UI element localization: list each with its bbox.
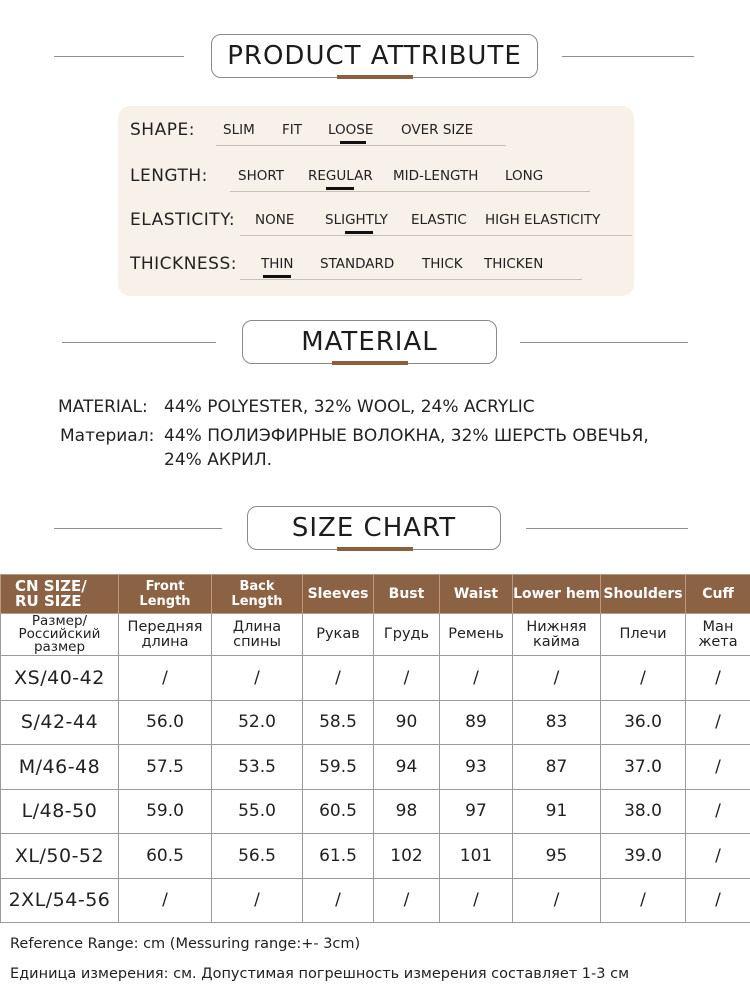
attr-option-selected bbox=[325, 212, 388, 228]
attr-option: OVER SIZE bbox=[401, 122, 474, 138]
attr-label: THICKNESS: bbox=[130, 254, 237, 274]
size-rows bbox=[1, 656, 750, 923]
table-row bbox=[1, 745, 750, 790]
measurement-cell: 94 bbox=[374, 745, 440, 790]
attr-option: THICKEN bbox=[484, 256, 544, 272]
attr-option-selected bbox=[328, 122, 373, 138]
measurement-cell: / bbox=[686, 878, 750, 923]
header-cell: Lower hem bbox=[513, 575, 601, 614]
attr-option: SHORT bbox=[238, 168, 284, 184]
attr-option: THICK bbox=[422, 256, 463, 272]
header-ru-text: Ман жета bbox=[698, 618, 738, 650]
measurement-cell: 57.5 bbox=[119, 745, 212, 790]
table-row bbox=[1, 789, 750, 834]
header-ru-cell bbox=[374, 614, 440, 656]
measurement-cell: / bbox=[374, 878, 440, 923]
attr-option-text: SLIGHTLY bbox=[325, 212, 388, 228]
divider-left bbox=[54, 528, 222, 529]
header-cell: Shoulders bbox=[601, 575, 686, 614]
header-ru-cell bbox=[212, 614, 303, 656]
measurement-cell: 102 bbox=[374, 834, 440, 879]
measurement-cell: 60.5 bbox=[303, 789, 374, 834]
measurement-cell: 59.5 bbox=[303, 745, 374, 790]
measurement-cell: / bbox=[686, 834, 750, 879]
attr-baseline bbox=[240, 279, 582, 280]
measurement-cell: 55.0 bbox=[212, 789, 303, 834]
measurement-cell: / bbox=[686, 656, 750, 701]
attr-option-selected bbox=[308, 168, 373, 184]
title-accent-bar bbox=[332, 361, 408, 365]
measurement-cell: 98 bbox=[374, 789, 440, 834]
attr-option: HIGH ELASTICITY bbox=[485, 212, 601, 228]
header-ru-text: Размер/ Российский размер bbox=[18, 613, 101, 655]
header-text: CN SIZE/ RU SIZE bbox=[15, 577, 87, 610]
attr-option: FIT bbox=[282, 122, 302, 138]
product-attribute-title: PRODUCT ATTRIBUTE bbox=[211, 34, 538, 78]
header-row-ru bbox=[1, 614, 750, 656]
measurement-cell: 56.0 bbox=[119, 700, 212, 745]
measurement-cell: / bbox=[440, 878, 513, 923]
measurement-cell: 95 bbox=[513, 834, 601, 879]
material-value-ru-line2: 24% АКРИЛ. bbox=[164, 450, 273, 470]
attribute-card bbox=[118, 106, 634, 296]
size-chart-heading bbox=[0, 506, 750, 552]
attr-option: SLIM bbox=[223, 122, 255, 138]
product-attribute-heading bbox=[0, 34, 750, 80]
measurement-cell: 93 bbox=[440, 745, 513, 790]
material-label-en: MATERIAL: bbox=[58, 397, 148, 417]
size-cell: 2XL/54-56 bbox=[1, 878, 119, 923]
size-chart-table bbox=[0, 574, 750, 923]
measurement-cell: / bbox=[212, 656, 303, 701]
measurement-cell: 89 bbox=[440, 700, 513, 745]
title-accent-bar bbox=[337, 547, 413, 551]
measurement-cell: / bbox=[303, 656, 374, 701]
divider-left bbox=[54, 56, 184, 57]
divider-right bbox=[562, 56, 694, 57]
attr-label: ELASTICITY: bbox=[130, 210, 236, 230]
attr-baseline bbox=[216, 145, 506, 146]
attr-option: STANDARD bbox=[320, 256, 395, 272]
header-ru-text: Ремень bbox=[448, 626, 504, 642]
measurement-cell: 37.0 bbox=[601, 745, 686, 790]
size-cell: XS/40-42 bbox=[1, 656, 119, 701]
header-ru-text: Плечи bbox=[619, 626, 667, 642]
header-cell: Front Length bbox=[119, 575, 212, 614]
attr-option: NONE bbox=[255, 212, 295, 228]
header-cell bbox=[1, 575, 119, 614]
measurement-cell: / bbox=[212, 878, 303, 923]
header-cell: Sleeves bbox=[303, 575, 374, 614]
header-ru-text: Длина спины bbox=[232, 618, 282, 650]
measurement-cell: 91 bbox=[513, 789, 601, 834]
reference-range-note: Reference Range: cm (Messuring range:+- 3cm) bbox=[10, 936, 361, 952]
attr-baseline bbox=[230, 191, 590, 192]
measurement-cell: 56.5 bbox=[212, 834, 303, 879]
attr-baseline bbox=[240, 235, 632, 236]
header-ru-text: Рукав bbox=[316, 626, 360, 642]
attr-option-text: THIN bbox=[261, 256, 294, 272]
header-cell: Bust bbox=[374, 575, 440, 614]
measurement-cell: 87 bbox=[513, 745, 601, 790]
measurement-cell: 90 bbox=[374, 700, 440, 745]
attr-label: LENGTH: bbox=[130, 166, 208, 186]
size-chart-title: SIZE CHART bbox=[247, 506, 501, 550]
table-row bbox=[1, 834, 750, 879]
measurement-cell: 101 bbox=[440, 834, 513, 879]
header-cell: Waist bbox=[440, 575, 513, 614]
measurement-cell: / bbox=[601, 878, 686, 923]
material-value-en: 44% POLYESTER, 32% WOOL, 24% ACRYLIC bbox=[164, 397, 535, 417]
header-ru-text: Передняя длина bbox=[127, 618, 203, 650]
divider-left bbox=[62, 342, 216, 343]
size-cell: S/42-44 bbox=[1, 700, 119, 745]
measurement-cell: / bbox=[303, 878, 374, 923]
divider-right bbox=[526, 528, 688, 529]
measurement-cell: 60.5 bbox=[119, 834, 212, 879]
measurement-cell: 83 bbox=[513, 700, 601, 745]
attr-option-text: LOOSE bbox=[328, 122, 374, 138]
material-title: MATERIAL bbox=[242, 320, 497, 364]
measurement-cell: / bbox=[686, 700, 750, 745]
header-ru-cell bbox=[601, 614, 686, 656]
measurement-note-ru: Единица измерения: см. Допустимая погрешность измерения составляет 1-3 см bbox=[10, 966, 630, 982]
material-heading bbox=[0, 320, 750, 366]
table-row bbox=[1, 700, 750, 745]
measurement-cell: / bbox=[119, 656, 212, 701]
selected-underline bbox=[326, 187, 354, 190]
attr-option: ELASTIC bbox=[411, 212, 467, 228]
header-ru-cell bbox=[1, 614, 119, 656]
header-cell: Back Length bbox=[212, 575, 303, 614]
measurement-cell: / bbox=[513, 878, 601, 923]
table-row bbox=[1, 878, 750, 923]
measurement-cell: 61.5 bbox=[303, 834, 374, 879]
attr-option-selected bbox=[261, 256, 293, 272]
attr-label: SHAPE: bbox=[130, 120, 195, 140]
measurement-cell: / bbox=[374, 656, 440, 701]
material-value-ru-line1: 44% ПОЛИЭФИРНЫЕ ВОЛОКНА, 32% ШЕРСТЬ ОВЕЧЬЯ, bbox=[164, 426, 649, 446]
attr-option: MID-LENGTH bbox=[393, 168, 479, 184]
attr-option-text: REGULAR bbox=[308, 168, 373, 184]
measurement-cell: / bbox=[440, 656, 513, 701]
header-ru-cell bbox=[119, 614, 212, 656]
measurement-cell: / bbox=[601, 656, 686, 701]
header-ru-text: Нижняя кайма bbox=[526, 618, 587, 650]
size-cell: M/46-48 bbox=[1, 745, 119, 790]
header-ru-cell bbox=[303, 614, 374, 656]
header-ru-cell bbox=[513, 614, 601, 656]
selected-underline bbox=[263, 275, 291, 278]
measurement-cell: 39.0 bbox=[601, 834, 686, 879]
divider-right bbox=[520, 342, 688, 343]
header-ru-text: Грудь bbox=[383, 626, 430, 642]
attr-option: LONG bbox=[505, 168, 544, 184]
material-label-ru: Материал: bbox=[60, 426, 155, 446]
header-ru-cell bbox=[440, 614, 513, 656]
size-cell: L/48-50 bbox=[1, 789, 119, 834]
measurement-cell: 52.0 bbox=[212, 700, 303, 745]
measurement-cell: 36.0 bbox=[601, 700, 686, 745]
size-cell: XL/50-52 bbox=[1, 834, 119, 879]
measurement-cell: 97 bbox=[440, 789, 513, 834]
header-ru-cell bbox=[686, 614, 750, 656]
measurement-cell: 38.0 bbox=[601, 789, 686, 834]
measurement-cell: / bbox=[119, 878, 212, 923]
title-accent-bar bbox=[337, 75, 413, 79]
measurement-cell: 53.5 bbox=[212, 745, 303, 790]
header-cell: Cuff bbox=[686, 575, 750, 614]
measurement-cell: / bbox=[513, 656, 601, 701]
measurement-cell: 59.0 bbox=[119, 789, 212, 834]
header-row-en bbox=[1, 575, 750, 614]
measurement-cell: / bbox=[686, 789, 750, 834]
selected-underline bbox=[345, 231, 373, 234]
measurement-cell: 58.5 bbox=[303, 700, 374, 745]
selected-underline bbox=[340, 141, 366, 144]
table-row bbox=[1, 656, 750, 701]
measurement-cell: / bbox=[686, 745, 750, 790]
